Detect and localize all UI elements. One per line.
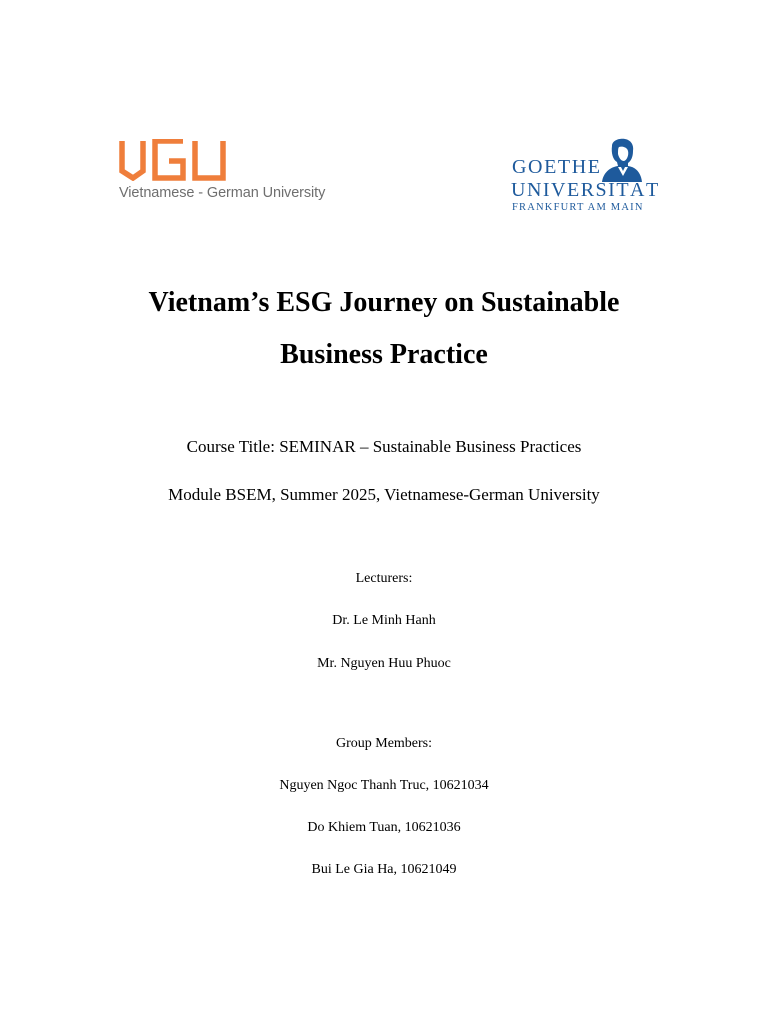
- lecturer-name: Dr. Le Minh Hanh: [332, 613, 436, 628]
- goethe-logo-university: UNIVERSITÄT: [511, 179, 660, 201]
- vgu-logo-mark: [119, 139, 227, 181]
- group-member: Nguyen Ngoc Thanh Truc, 10621034: [279, 778, 489, 793]
- group-member: Do Khiem Tuan, 10621036: [307, 820, 461, 835]
- goethe-portrait-icon: [598, 138, 644, 182]
- group-member: Bui Le Gia Ha, 10621049: [311, 862, 457, 877]
- lecturer-name: Mr. Nguyen Huu Phuoc: [317, 656, 451, 671]
- module-info: Module BSEM, Summer 2025, Vietnamese-German University: [168, 485, 600, 504]
- goethe-university-logo: [510, 138, 660, 218]
- vgu-logo: [118, 139, 326, 209]
- course-title: Course Title: SEMINAR – Sustainable Business Practices: [186, 437, 582, 456]
- vgu-logo-caption: Vietnamese - German University: [119, 185, 326, 201]
- title-line-1: Vietnam’s ESG Journey on Sustainable: [148, 287, 620, 318]
- goethe-logo-word: GOETHE: [512, 156, 602, 178]
- group-members-heading: Group Members:: [335, 736, 433, 751]
- title-line-2: Business Practice: [280, 339, 488, 370]
- lecturers-heading: Lecturers:: [355, 571, 413, 586]
- goethe-logo-city: FRANKFURT AM MAIN: [512, 202, 644, 213]
- document-title: [0, 277, 768, 381]
